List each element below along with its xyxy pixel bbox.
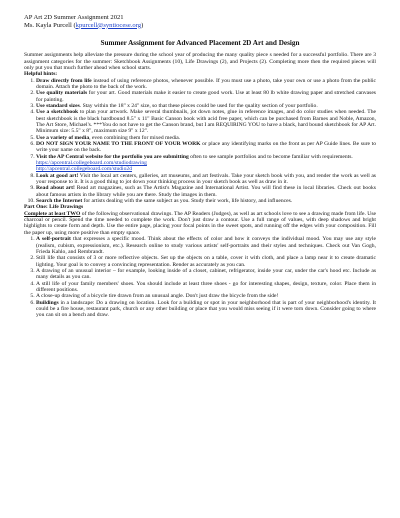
tip-text: or place any identifying marks on the front as per AP Guide lines. Be sure to write your name on the back. (36, 141, 376, 154)
list-item (36, 300, 376, 319)
ap-drawing-link[interactable]: https://apcentral.collegeboard.com/studiodrawing (36, 160, 147, 167)
list-item (36, 185, 376, 198)
tip-text: Read art magazines, such as The Artist's Magazine and International Artist. You will find these in local libraries. Check out books about famous artists in the library while you are there. Study the images in them. (36, 185, 376, 198)
tip-bold: Read about art! (36, 185, 75, 192)
life-drawing-list (24, 236, 376, 318)
list-item (36, 236, 376, 255)
tip-bold: Use standard sizes (36, 102, 80, 109)
tip-text: , even combining them for mixed media. (89, 134, 181, 141)
tip-text: Visit the local art centers, galleries, art museums, and art festivals. Take your sketch book with you, and render the work as well as your response to it. It is a good thing to jot down your thinking process in your sketch book as well as draw in it. (36, 172, 376, 186)
tip-bold: Draw directly from life (36, 77, 92, 84)
list-item (36, 154, 376, 173)
tip-bold: DO NOT SIGN YOUR NAME TO THE FRONT OF YOUR WORK (36, 141, 201, 147)
tip-bold: Look at good art! (36, 172, 79, 179)
tips-heading: Helpful hints: (24, 71, 58, 78)
list-item (36, 90, 376, 103)
life-bold: Buildings (36, 299, 59, 306)
list-item (36, 109, 376, 134)
life-text: A drawing of an unusual interior – for example, looking inside of a closet, cabinet, refrigerator, inside your car, under the car's hood etc. Include as many details as you can. (36, 267, 376, 281)
life-text: A close-up drawing of a bicycle tire drawn from an unusual angle. Don't just draw the bicycle from the side! (36, 293, 279, 300)
intro-paragraph: Summer assignments help alleviate the pressure during the school year of producing the many quality piece s needed for a successful portfolio. There are 3 assignment categories for the summer: Sketchbook Assignments (10), Life Drawings (2), and Projects (2). Completing more then the required pieces will only put you that much further ahead when school starts. (24, 52, 376, 71)
tips-list (24, 78, 376, 205)
page-title: Summer Assignment for Advanced Placement 2D Art and Design (100, 39, 300, 48)
list-item (36, 78, 376, 91)
tip-bold: Use quality materials (36, 90, 88, 97)
tip-text: for your art. Good materials make it easier to create good work. Use at least 80 lb white drawing paper and stretched canvases for painting. (36, 90, 376, 103)
list-item (36, 281, 376, 294)
life-text: A still life of your family members' shoes. You should include at least three shoes - go for interesting shapes, design, texture, color. Place them in different positions. (36, 280, 376, 293)
tip-text: to plan your artwork. Make several thumbnails, jot down notes, glue in reference images, and do color studies when needed. The best sketchbook is the black hardbound 8.5" x 11" Basic Canson book with acid free paper, which can be purchased from Barnes and Noble, Amazon, The Art Store, Michael's. ***You do not have to get the Canson brand, but I am REQUIRING YOU to have a black, hard bound sketchbook for AP Art. Minimum size: 5.5" x 8", maximum size 9" x 12". (36, 109, 376, 135)
life-text: in a landscape: Do a drawing on location. Look for a building or spot in your neighborhood that is part of your neighborhood's identity. It could be a fire house, restaurant park, church or any other building or place that you would miss seeing if it were torn down. Consider going to where you can sit on a bench and draw. (36, 299, 376, 319)
tip-bold: Use a variety of media (36, 134, 90, 141)
tip-text: instead of using reference photos, whenever possible. If you must use a photo, take your own or use a photo from the public domain. Attach the photo to the back of the work. (36, 77, 376, 90)
list-item (36, 141, 376, 154)
list-item (36, 173, 376, 186)
teacher-email-link[interactable]: kpurcell@syntiocese.org (75, 21, 142, 29)
part-one-heading: Part One: Life Drawings (24, 204, 84, 211)
life-text: that expresses a specific mood. Think about the effects of color and how it conveys the individual mood. You may use any style (realism, cubism, expressionism, etc.). Research online to study various artists' self-portraits and their styles and techniques. Check out Van Gogh, Frieda Kahlo, and Rembrandt. (36, 236, 376, 255)
list-item (36, 268, 376, 281)
ap-2d-link[interactable]: http://apcentral.collegeboard.com/studio2d (36, 166, 132, 173)
teacher-close: ) (141, 21, 144, 29)
teacher-line (24, 22, 376, 30)
tip-bold: Search the Internet (36, 198, 83, 205)
document-header (24, 14, 376, 29)
tip-text: often to see sample portfolios and to become familiar with requirements. (188, 153, 353, 160)
part-one-intro (24, 211, 376, 236)
tip-bold: Visit the AP Central website for the portfolio you are submitting (36, 153, 189, 160)
list-item (36, 255, 376, 268)
life-bold: A self-portrait (36, 236, 71, 243)
tip-text: . Stay within the 18" x 24" size, so that these pieces could be used for the quality section of your portfolio. (79, 102, 318, 109)
tip-bold: Use a sketchbook (36, 109, 79, 116)
part-one-requirement: Complete at least TWO (24, 210, 81, 217)
life-text: Still life that consists of 3 or more reflective objects. Set up the objects on a table, cover it with cloth, and place a lamp near it to create dramatic lighting. Your goal is to convey a convincing representation. Render as accurately as you can. (36, 255, 376, 268)
course-line: AP Art 2D Summer Assignment 2021 (24, 14, 124, 21)
teacher-name: Ms. Kayla Purcell ( (24, 21, 76, 29)
part-one-intro-text: of the following observational drawings. The AP Readers (Judges), as well as art schools love to see a drawing made from life. Use charcoal or pencil. Spend the time needed to complete the work. Don't just draw a contour. Use a full range of values, with deep shadows and bright highlights to create form and depth. Use the entire page, placing your focal points in the sweet spots, and running off the edges with your composition. Fill the paper up, using more positive than empty space. (24, 210, 376, 236)
tip-text: for artists dealing with the same subject as you. Study their work, life history, and influences. (82, 198, 293, 205)
